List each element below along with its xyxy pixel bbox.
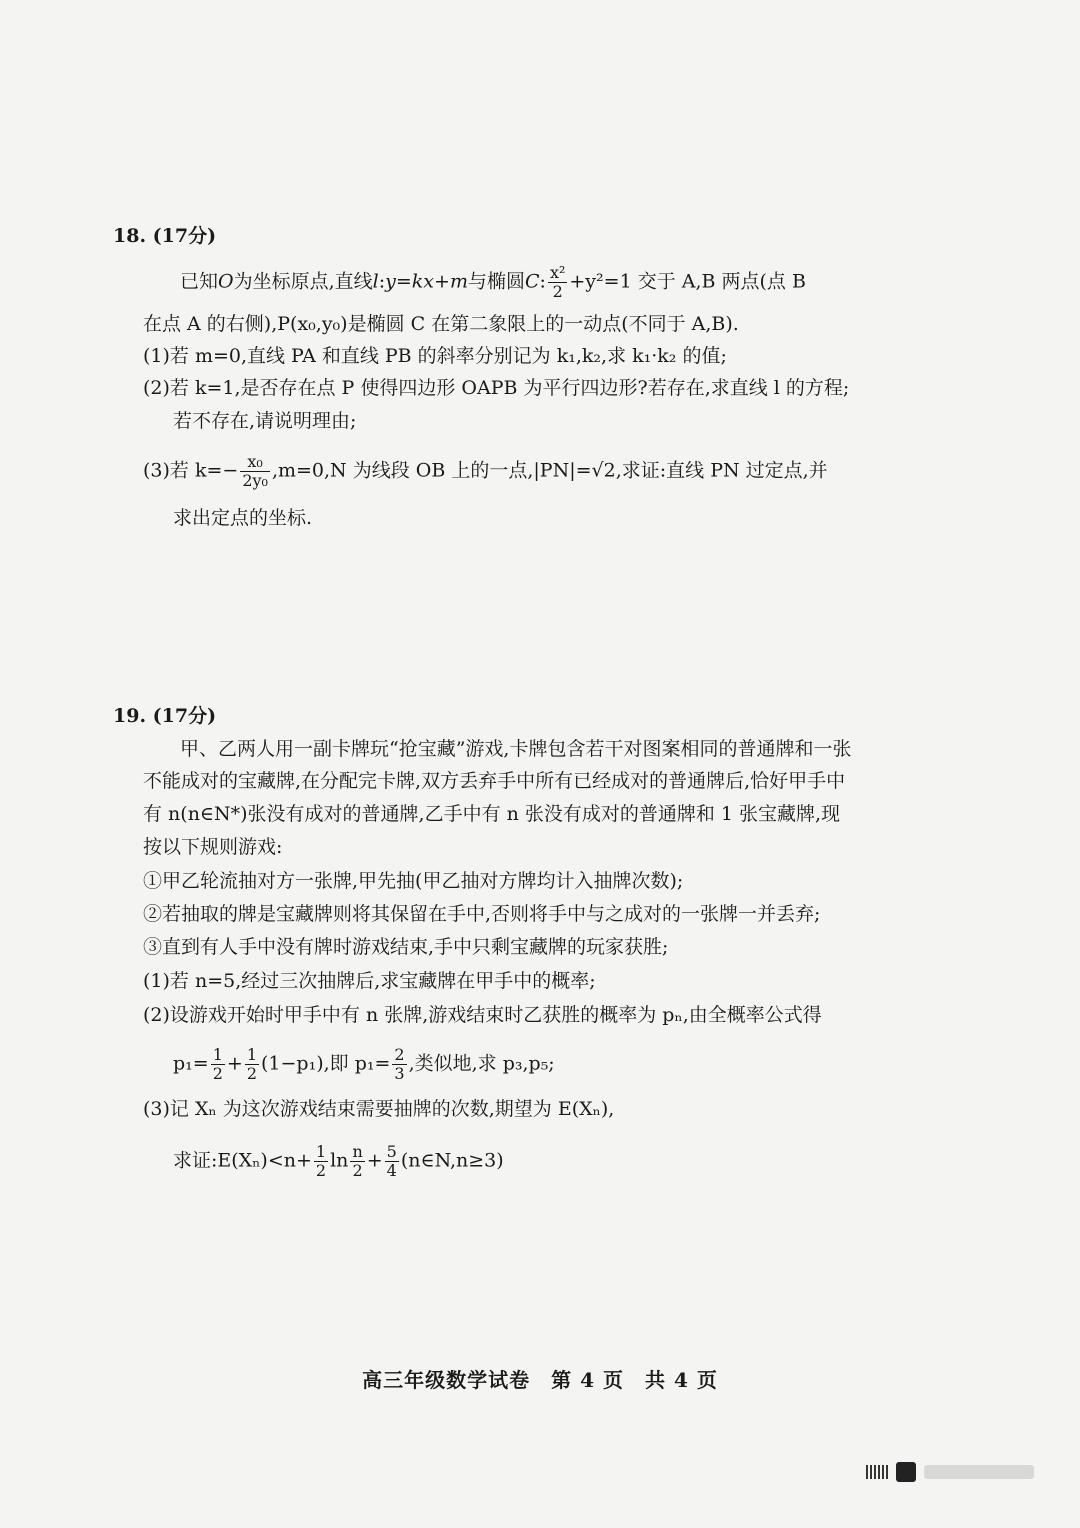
blurred-watermark-text: [924, 1465, 1034, 1479]
q19-part-3-inequality: 求证:E(Xₙ)<n+ $\frac{1}{2}$ ln $\frac{n}{2}$ + $\frac{5}{4}$ (n∈N,n≥3): [173, 1142, 504, 1180]
q18-line-2: 在点 A 的右侧),P(x₀,y₀)是椭圆 C 在第二象限上的一动点(不同于 A,B).: [143, 313, 739, 335]
watermark: [866, 1462, 1034, 1482]
page-footer: 高三年级数学试卷 第 4 页 共 4 页: [362, 1368, 718, 1392]
q18-fraction-k: $\frac{\text{x₀}}{\text{2y₀}}$: [242, 452, 268, 490]
q19-line-4: 按以下规则游戏:: [143, 836, 283, 858]
q19-line-1: 甲、乙两人用一副卡牌玩“抢宝藏”游戏,卡牌包含若干对图案相同的普通牌和一张: [180, 738, 852, 760]
q19-fraction-2-3: $\frac{2}{3}$: [394, 1045, 405, 1083]
q19-fraction-n-2: $\frac{n}{2}$: [352, 1142, 363, 1180]
q19-part-2: (2)设游戏开始时甲手中有 n 张牌,游戏结束时乙获胜的概率为 pₙ,由全概率公式得: [143, 1004, 822, 1026]
q18-fraction-x2-over-2: $\frac{\text{x²}}{2}$: [549, 263, 566, 301]
q19-fraction-1-2-b: $\frac{1}{2}$: [246, 1045, 257, 1083]
app-logo-icon: [896, 1462, 916, 1482]
q18-part-2: (2)若 k=1,是否存在点 P 使得四边形 OAPB 为平行四边形?若存在,求直线 l 的方程;: [143, 377, 850, 399]
q19-line-3: 有 n(n∈N*)张没有成对的普通牌,乙手中有 n 张没有成对的普通牌和 1 张宝藏牌,现: [143, 803, 841, 825]
q19-rule-1: ①甲乙轮流抽对方一张牌,甲先抽(甲乙抽对方牌均计入抽牌次数);: [143, 870, 684, 892]
q19-part-3: (3)记 Xₙ 为这次游戏结束需要抽牌的次数,期望为 E(Xₙ),: [143, 1098, 615, 1120]
q19-fraction-5-4: $\frac{5}{4}$: [386, 1142, 397, 1180]
q18-part-1: (1)若 m=0,直线 PA 和直线 PB 的斜率分别记为 k₁,k₂,求 k₁·k₂ 的值;: [143, 345, 727, 367]
q18-part-2-cont: 若不存在,请说明理由;: [173, 410, 357, 432]
q19-fraction-1-2-c: $\frac{1}{2}$: [315, 1142, 327, 1180]
q19-part-1: (1)若 n=5,经过三次抽牌后,求宝藏牌在甲手中的概率;: [143, 970, 596, 992]
q18-header: 18. (17分): [113, 225, 217, 247]
q19-part-2-formula: p₁= $\frac{1}{2}$ + $\frac{1}{2}$ (1−p₁),即 p₁= $\frac{2}{3}$ ,类似地,求 p₃,p₅;: [173, 1045, 555, 1083]
qr-code-icon: [866, 1465, 888, 1479]
q19-rule-2: ②若抽取的牌是宝藏牌则将其保留在手中,否则将手中与之成对的一张牌一并丢弃;: [143, 903, 821, 925]
q18-line-1: 已知O为坐标原点,直线l:y=kx+m与椭圆C: $\frac{\text{x²}}{2}$ +y²=1 交于 A,B 两点(点 B: [180, 263, 806, 301]
q19-header: 19. (17分): [113, 705, 217, 727]
q19-fraction-1-2-a: $\frac{1}{2}$: [212, 1045, 223, 1083]
q18-part-3: (3)若 k=− $\frac{\text{x₀}}{\text{2y₀}}$ ,m=0,N 为线段 OB 上的一点,|PN|=√2,求证:直线 PN 过定点,并: [143, 452, 828, 490]
q18-part-3-cont: 求出定点的坐标.: [173, 507, 313, 529]
q19-rule-3: ③直到有人手中没有牌时游戏结束,手中只剩宝藏牌的玩家获胜;: [143, 936, 669, 958]
q19-line-2: 不能成对的宝藏牌,在分配完卡牌,双方丢弃手中所有已经成对的普通牌后,恰好甲手中: [143, 770, 846, 792]
